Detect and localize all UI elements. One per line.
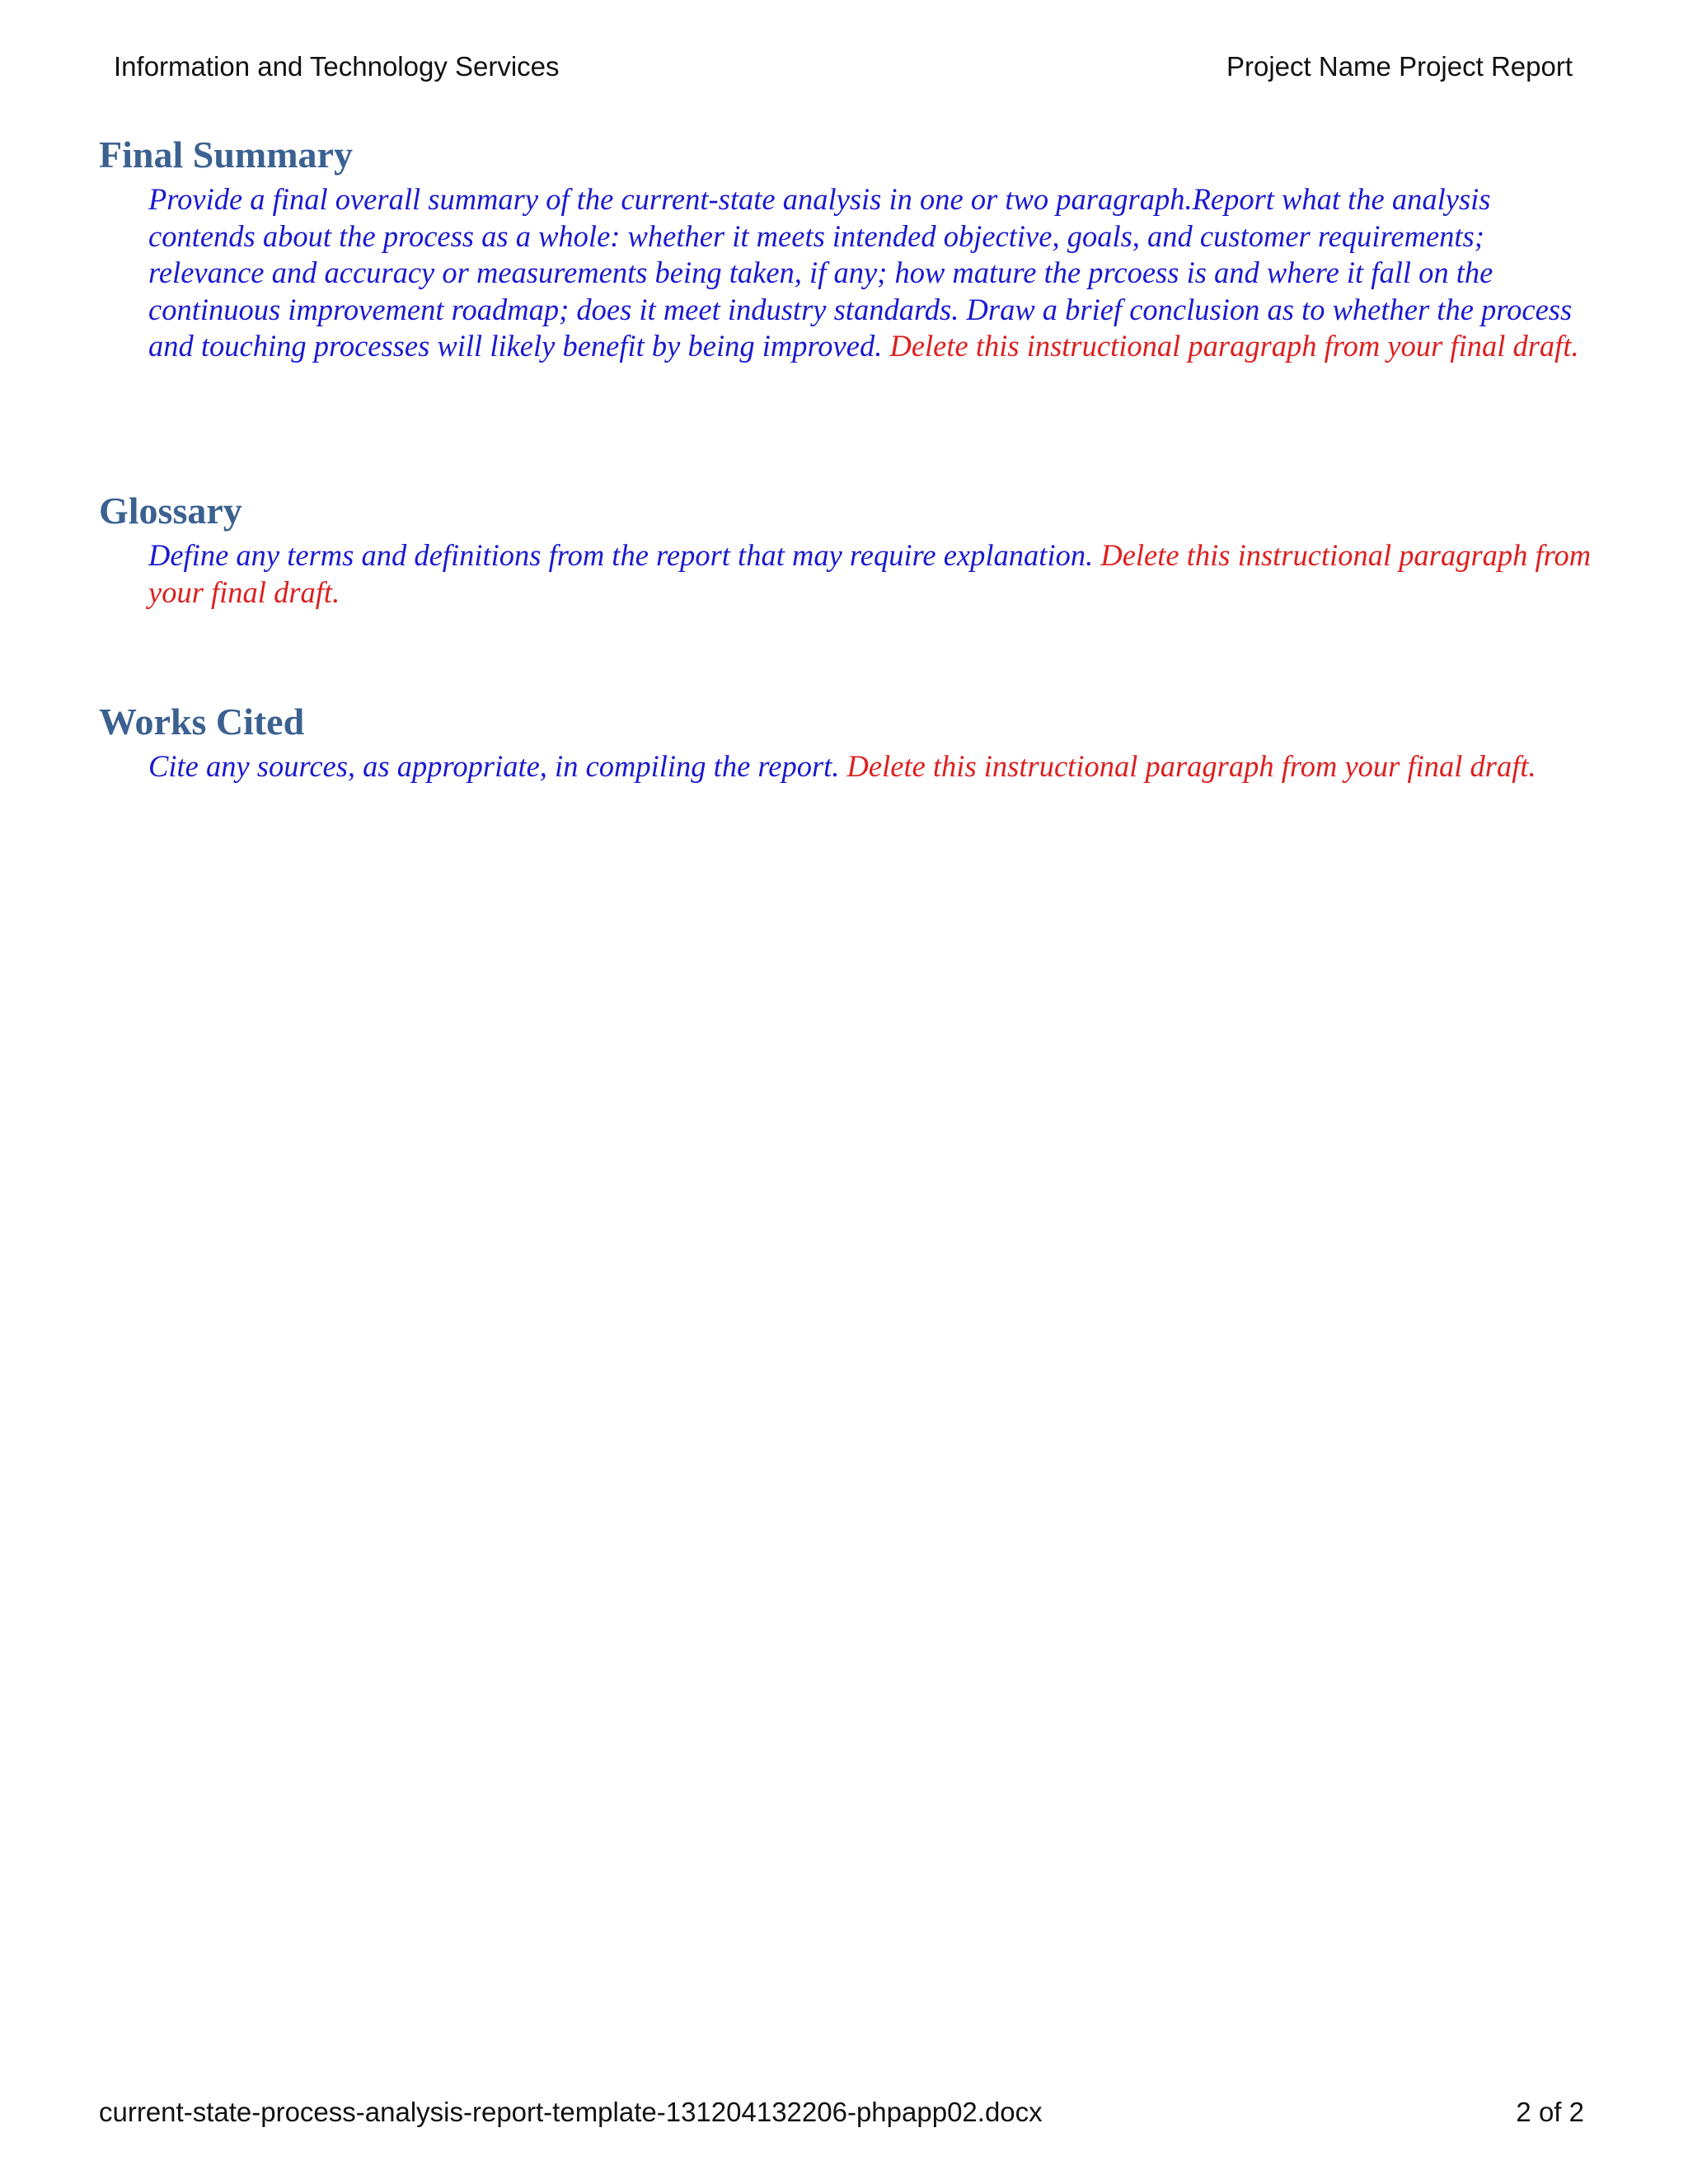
section-paragraph [148,748,1599,785]
section-paragraph [148,537,1599,611]
section-paragraph [148,181,1599,365]
section-final-summary [99,132,1599,365]
section-glossary [99,488,1599,611]
header-report-title: Project Name Project Report [1226,51,1573,82]
instructional-text: Cite any sources, as appropriate, in compiling the report. [148,749,840,783]
footer-page-number: 2 of 2 [1516,2097,1584,2127]
section-heading: Glossary [99,490,242,532]
delete-instruction-note: Delete this instructional paragraph from your final draft. [846,749,1536,783]
section-heading: Final Summary [99,134,353,176]
footer-filename: current-state-process-analysis-report-template-131204132206-phpapp02.docx [99,2097,1043,2127]
instructional-text: Provide a final overall summary of the current-state analysis in one or two paragraph.Report what the analysis contends about the process as a whole: whether it meets intended objective, goals, and customer requirements; relevance and accuracy or measurements being taken, if any; how mature the prcoess is and where it fall on the continuous improvement roadmap; does it meet industry standards. Draw a brief conclusion as to whether the process and touching processes will likely benefit by being improved. [148,182,1573,363]
section-heading: Works Cited [99,701,305,743]
header-organization: Information and Technology Services [114,51,560,82]
section-works-cited [99,699,1599,785]
instructional-text: Define any terms and definitions from the report that may require explanation. [148,538,1094,572]
delete-instruction-note: Delete this instructional paragraph from your final draft. [889,329,1579,363]
delete-instruction-note: Delete this instructional paragraph from your final draft. [148,538,1592,609]
